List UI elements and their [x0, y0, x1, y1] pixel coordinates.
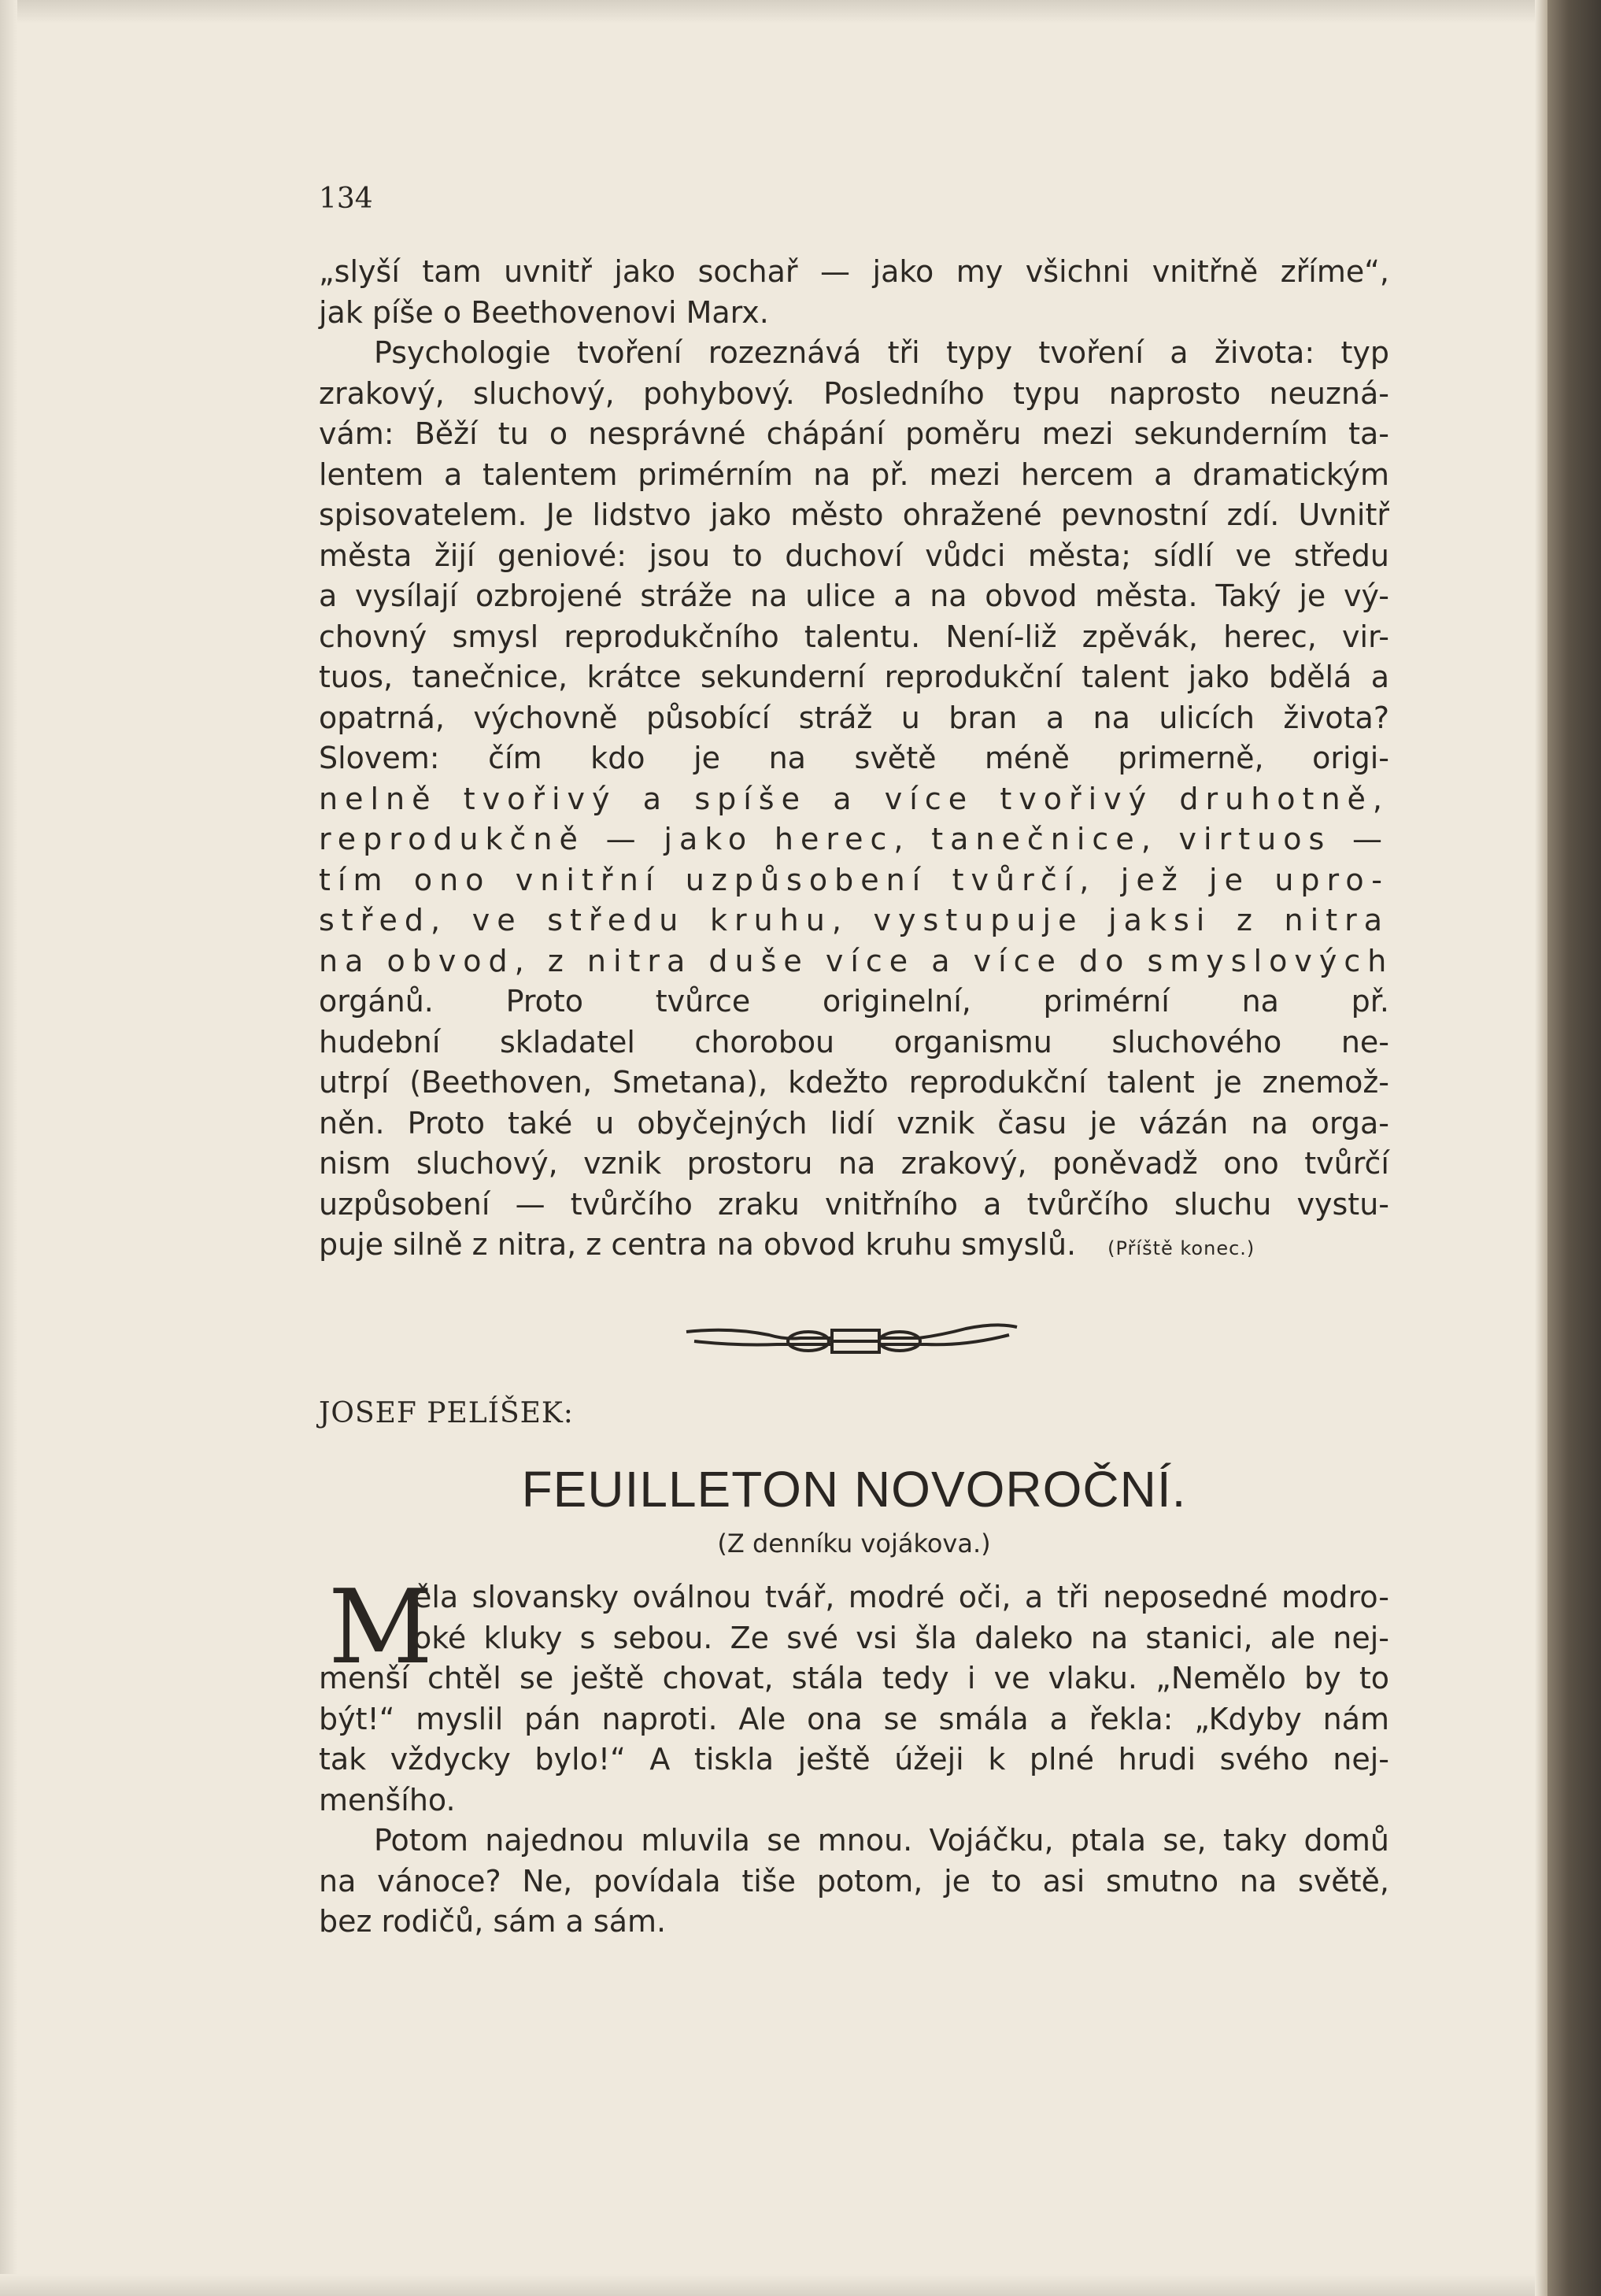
- scan-edge-left: [0, 0, 17, 2296]
- essay-line-emphasis: Slovem: čím kdo je na světě méně primerně, origi-: [319, 741, 1389, 775]
- essay-line: něn. Proto také u obyčejných lidí vznik času je vázán na orga-: [319, 1105, 1389, 1141]
- essay-line-emphasis: střed, ve středu kruhu, vystupuje jaksi z nitra: [319, 903, 1389, 937]
- story-line: Potom najednou mluvila se mnou. Vojáčku, ptala se, taky domů: [374, 1823, 1389, 1858]
- essay-line: a vysílají ozbrojené stráže na ulice a na obvod města. Taký je vý-: [319, 579, 1389, 613]
- scan-edge-top: [0, 0, 1601, 24]
- story-line: ěla slovansky oválnou tvář, modré oči, a tři neposedné modro-: [413, 1580, 1389, 1614]
- drop-cap: M: [328, 1567, 434, 1687]
- essay-line-emphasis: tím ono vnitřní uzpůsobení tvůrčí, jež je upro-: [319, 862, 1389, 897]
- story-line: menšího.: [319, 1782, 456, 1817]
- essay-line: Psychologie tvoření rozeznává tři typy tvoření a života: typ: [374, 335, 1389, 370]
- essay-line: „slyší tam uvnitř jako sochař — jako my všichni vnitřně zříme“,: [319, 254, 1389, 289]
- essay-line-emphasis: nelně tvořivý a spíše a více tvořivý druhotně,: [319, 781, 1389, 816]
- article-subtitle: (Z denníku vojákova.): [717, 1529, 991, 1558]
- essay-line: tuos, tanečnice, krátce sekunderní reprodukční talent jako bdělá a: [319, 660, 1389, 694]
- essay-line: lentem a talentem primérním na př. mezi hercem a dramatickým: [319, 457, 1389, 492]
- page-number: 134: [319, 183, 373, 215]
- essay-line: jak píše o Beethovenovi Marx.: [319, 294, 769, 330]
- essay-line: hudební skladatel chorobou organismu sluchového ne-: [319, 1024, 1389, 1059]
- essay-line: utrpí (Beethoven, Smetana), kdežto reprodukční talent je znemož-: [319, 1065, 1389, 1100]
- essay-last-line: [319, 1225, 1389, 1266]
- essay-line: města žijí geniové: jsou to duchoví vůdci města; sídlí ve středu: [319, 538, 1389, 573]
- essay-line-emphasis: reprodukčně — jako herec, tanečnice, virtuos —: [319, 822, 1389, 856]
- continuation-note: (Příště konec.): [1107, 1237, 1255, 1259]
- story-line: být!“ myslil pán naproti. Ale ona se smála a řekla: „Kdyby nám: [319, 1701, 1389, 1736]
- essay-line: chovný smysl reprodukčního talentu. Není-liž zpěvák, herec, vir-: [319, 619, 1389, 654]
- essay-line: uzpůsobení — tvůrčího zraku vnitřního a tvůrčího sluchu vystu-: [319, 1186, 1389, 1222]
- story-line: menší chtěl se ještě chovat, stála tedy i ve vlaku. „Nemělo by to: [319, 1661, 1389, 1695]
- story-line: bez rodičů, sám a sám.: [319, 1904, 667, 1939]
- essay-line-emphasis: orgánů. Proto tvůrce originelní, primérní na př.: [319, 984, 1389, 1019]
- essay-line: nism sluchový, vznik prostoru na zrakový, poněvadž ono tvůrčí: [319, 1146, 1389, 1181]
- essay-line: spisovatelem. Je lidstvo jako město ohražené pevnostní zdí. Uvnitř: [319, 497, 1389, 532]
- section-divider-ornament: [682, 1314, 1021, 1362]
- story-line: oké kluky s sebou. Ze své vsi šla daleko na stanici, ale nej-: [413, 1620, 1389, 1655]
- story-line: na vánoce? Ne, povídala tiše potom, je to asi smutno na světě,: [319, 1863, 1389, 1899]
- author-byline: JOSEF PELÍŠEK:: [319, 1397, 574, 1429]
- essay-line: zrakový, sluchový, pohybový. Posledního typu naprosto neuzná-: [319, 375, 1389, 411]
- book-spine: [1547, 0, 1601, 2296]
- story-first-lines: [413, 1577, 1389, 1658]
- essay-text: [319, 252, 1394, 1266]
- story-line: tak vždycky bylo!“ A tiskla ještě úžeji k plné hrudi svého nej-: [319, 1742, 1389, 1777]
- article-title: FEUILLETON NOVOROČNÍ.: [521, 1461, 1187, 1518]
- essay-line-emphasis: na obvod, z nitra duše více a více do smyslových: [319, 943, 1394, 978]
- story-text: [319, 1658, 1389, 1943]
- essay-line: vám: Běží tu o nesprávné chápání poměru mezi sekunderním ta-: [319, 416, 1389, 451]
- essay-line: puje silně z nitra, z centra na obvod kruhu smyslů.: [319, 1227, 1077, 1262]
- page-curl-shadow: [1535, 0, 1547, 2296]
- scan-edge-bottom: [0, 2274, 1601, 2296]
- essay-line: opatrná, výchovně působící stráž u bran a na ulicích života?: [319, 700, 1389, 735]
